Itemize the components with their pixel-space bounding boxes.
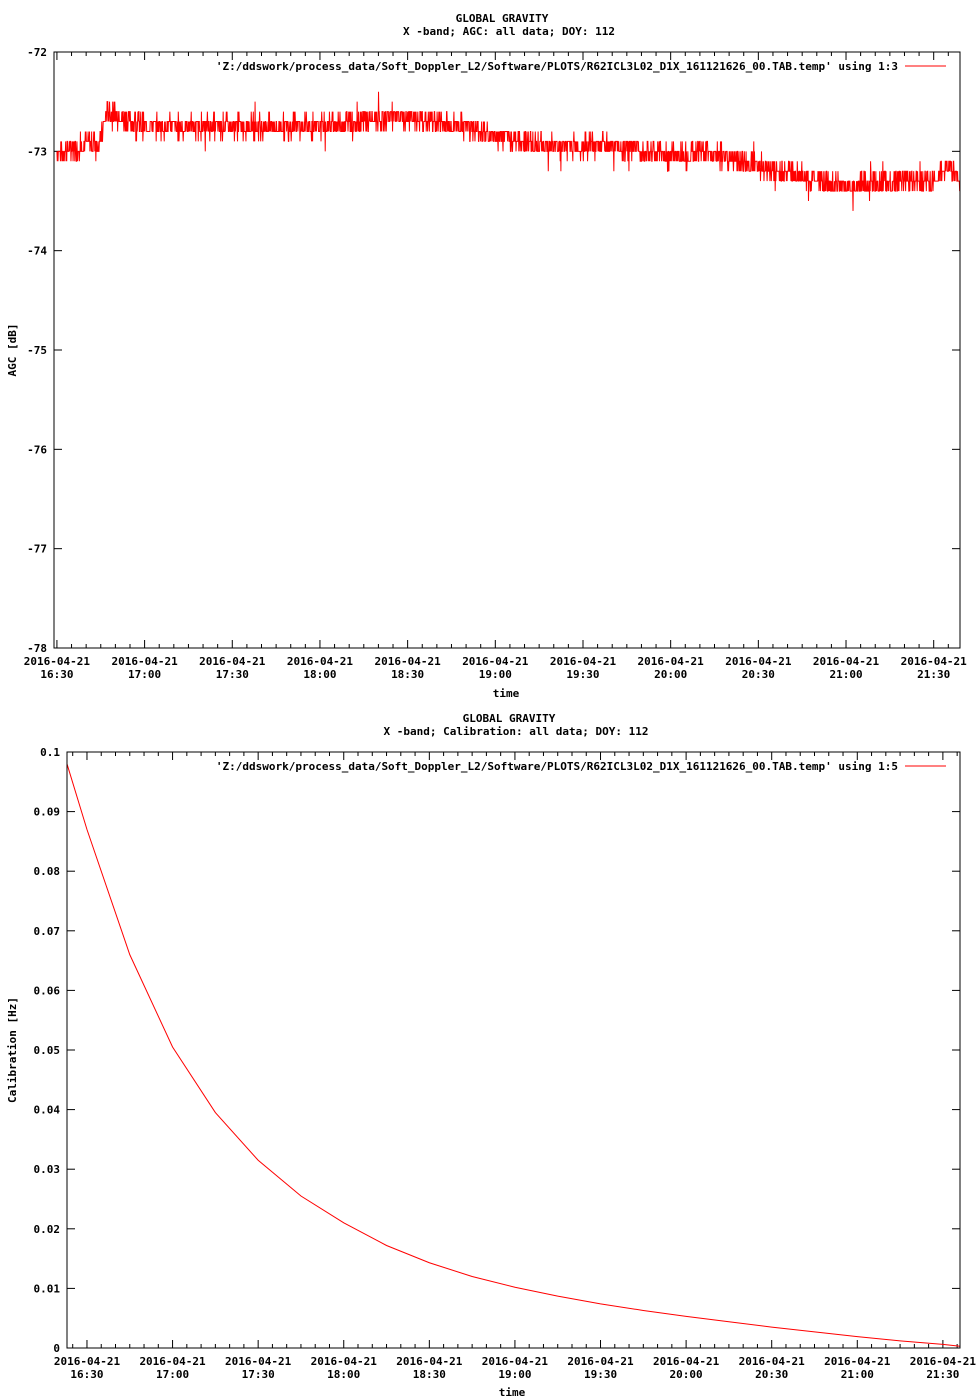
agc-series-line bbox=[57, 92, 960, 211]
calibration-chart-title: GLOBAL GRAVITY bbox=[462, 712, 556, 725]
agc-chart-title: GLOBAL GRAVITY bbox=[455, 12, 549, 25]
calibration-x-tick-date: 2016-04-21 bbox=[481, 1355, 549, 1368]
calibration-y-tick-label: 0.07 bbox=[33, 924, 60, 938]
agc-legend-label: 'Z:/ddswork/process_data/Soft_Doppler_L2/Software/PLOTS/R62ICL3L02_D1X_161121626_00.TAB.temp' using 1:3 bbox=[215, 60, 898, 73]
calibration-x-tick-time: 16:30 bbox=[70, 1368, 104, 1381]
calibration-y-tick-label: 0.03 bbox=[33, 1163, 60, 1177]
agc-plot-frame bbox=[54, 52, 960, 648]
calibration-y-tick-label: 0.04 bbox=[33, 1103, 60, 1117]
calibration-x-tick-time: 19:30 bbox=[583, 1368, 618, 1381]
agc-chart-subtitle: X -band; AGC: all data; DOY: 112 bbox=[403, 25, 615, 38]
agc-x-tick-time: 19:00 bbox=[478, 668, 512, 681]
calibration-x-tick-date: 2016-04-21 bbox=[567, 1355, 634, 1368]
calibration-x-tick-date: 2016-04-21 bbox=[139, 1355, 206, 1368]
agc-x-tick-date: 2016-04-21 bbox=[23, 655, 91, 668]
agc-y-tick-label: -77 bbox=[27, 542, 47, 556]
calibration-chart-subtitle: X -band; Calibration: all data; DOY: 112 bbox=[383, 725, 649, 738]
agc-y-tick-label: -78 bbox=[27, 642, 47, 655]
calibration-x-tick-date: 2016-04-21 bbox=[53, 1355, 121, 1368]
agc-y-tick-label: -75 bbox=[27, 344, 47, 357]
agc-x-tick-date: 2016-04-21 bbox=[462, 655, 529, 668]
agc-y-tick-label: -73 bbox=[27, 145, 47, 159]
calibration-y-tick-label: 0.05 bbox=[33, 1044, 60, 1057]
agc-x-tick-time: 21:30 bbox=[917, 668, 951, 681]
agc-legend bbox=[216, 60, 946, 73]
calibration-series-line bbox=[67, 764, 960, 1346]
agc-y-tick-label: -76 bbox=[27, 443, 47, 457]
calibration-y-tick-label: 0.06 bbox=[33, 984, 60, 998]
calibration-x-tick-date: 2016-04-21 bbox=[225, 1355, 292, 1368]
agc-x-tick-date: 2016-04-21 bbox=[286, 655, 354, 668]
calibration-legend-label: 'Z:/ddswork/process_data/Soft_Doppler_L2/Software/PLOTS/R62ICL3L02_D1X_161121626_00.TAB.temp' using 1:5 bbox=[215, 760, 898, 773]
calibration-y-axis-label: Calibration [Hz] bbox=[6, 997, 19, 1103]
calibration-y-tick-label: 0 bbox=[53, 1342, 60, 1355]
agc-x-tick-time: 16:30 bbox=[40, 668, 74, 681]
calibration-x-tick-time: 17:00 bbox=[155, 1368, 190, 1381]
calibration-x-axis-label: time bbox=[498, 1386, 526, 1399]
calibration-y-tick-label: 0.08 bbox=[33, 865, 60, 879]
agc-chart bbox=[6, 12, 967, 700]
agc-x-axis-label: time bbox=[492, 687, 520, 700]
calibration-x-tick-date: 2016-04-21 bbox=[310, 1355, 377, 1368]
calibration-x-tick-date: 2016-04-21 bbox=[824, 1355, 891, 1368]
calibration-x-tick-time: 17:30 bbox=[241, 1368, 275, 1381]
agc-x-tick-date: 2016-04-21 bbox=[812, 655, 880, 668]
calibration-plot-frame bbox=[67, 752, 960, 1348]
agc-x-tick-date: 2016-04-21 bbox=[900, 655, 967, 668]
agc-x-tick-date: 2016-04-21 bbox=[637, 655, 704, 668]
agc-x-tick-time: 20:00 bbox=[654, 668, 688, 681]
calibration-legend bbox=[216, 760, 946, 773]
calibration-x-tick-date: 2016-04-21 bbox=[396, 1355, 463, 1368]
agc-x-tick-date: 2016-04-21 bbox=[111, 655, 178, 668]
agc-x-tick-time: 20:30 bbox=[741, 668, 775, 681]
calibration-x-tick-time: 18:30 bbox=[412, 1368, 446, 1381]
agc-x-tick-time: 19:30 bbox=[566, 668, 600, 681]
calibration-y-tick-label: 0.02 bbox=[33, 1222, 60, 1236]
agc-x-tick-date: 2016-04-21 bbox=[549, 655, 617, 668]
calibration-x-tick-time: 20:00 bbox=[669, 1368, 703, 1381]
agc-x-tick-date: 2016-04-21 bbox=[725, 655, 792, 668]
agc-x-tick-time: 18:00 bbox=[303, 668, 337, 681]
agc-y-axis-label: AGC [dB] bbox=[6, 323, 19, 377]
agc-x-tick-time: 17:00 bbox=[128, 668, 162, 681]
calibration-x-tick-time: 20:30 bbox=[755, 1368, 789, 1381]
calibration-x-tick-time: 18:00 bbox=[327, 1368, 361, 1381]
calibration-x-tick-date: 2016-04-21 bbox=[738, 1355, 805, 1368]
calibration-chart bbox=[6, 712, 976, 1399]
agc-x-tick-time: 17:30 bbox=[215, 668, 249, 681]
agc-x-tick-date: 2016-04-21 bbox=[199, 655, 266, 668]
agc-x-tick-date: 2016-04-21 bbox=[374, 655, 441, 668]
calibration-x-tick-date: 2016-04-21 bbox=[909, 1355, 976, 1368]
calibration-y-tick-label: 0.1 bbox=[40, 746, 60, 759]
agc-y-tick-label: -74 bbox=[27, 244, 47, 258]
calibration-x-tick-date: 2016-04-21 bbox=[652, 1355, 720, 1368]
agc-x-tick-time: 21:00 bbox=[829, 668, 863, 681]
calibration-y-tick-label: 0.09 bbox=[33, 805, 60, 819]
calibration-x-tick-time: 21:30 bbox=[926, 1368, 960, 1381]
calibration-x-tick-time: 21:00 bbox=[840, 1368, 874, 1381]
agc-x-tick-time: 18:30 bbox=[391, 668, 425, 681]
calibration-x-tick-time: 19:00 bbox=[498, 1368, 532, 1381]
agc-y-tick-label: -72 bbox=[27, 46, 47, 59]
calibration-y-tick-label: 0.01 bbox=[33, 1282, 60, 1296]
